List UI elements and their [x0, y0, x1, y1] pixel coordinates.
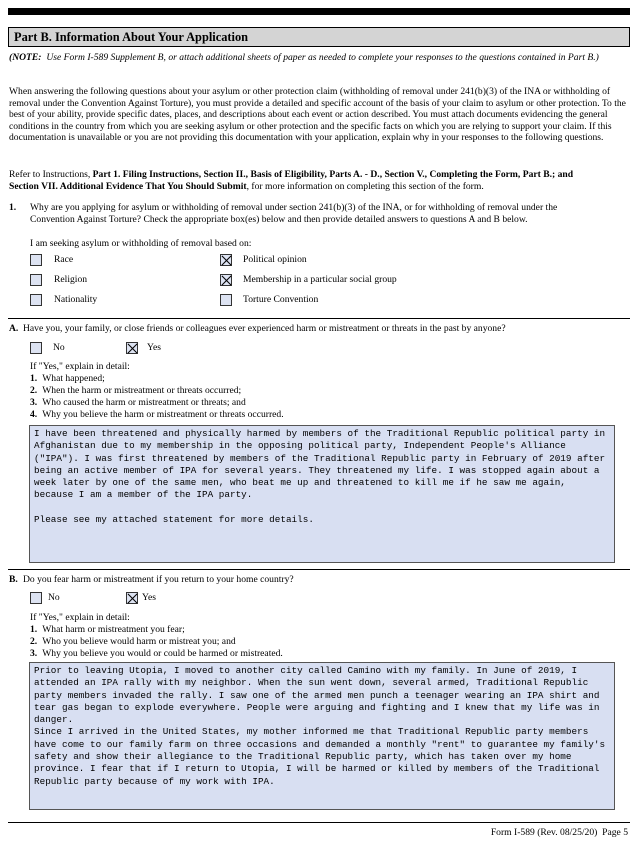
question-a-no-checkbox[interactable] [30, 342, 42, 354]
refer-mid: and [555, 169, 574, 180]
refer-bold-2: Section VII. Additional Evidence That You Should Submit [9, 180, 247, 192]
refer-bold-1: Part 1. Filing Instructions, Section II., Basis of Eligibility, Parts A. - D., Section V., Completing the Form, Part B.; [92, 169, 556, 180]
question-a-text: Have you, your family, or close friends or colleagues ever experienced harm or mistreatment or threats in the past by anyone? [23, 323, 506, 334]
question-1 [9, 202, 627, 225]
social-group-label: Membership in a particular social group [243, 274, 397, 285]
question-a-yes-label: Yes [147, 342, 161, 353]
nationality-label: Nationality [54, 294, 98, 305]
question-b-item-3: 3. Why you believe you would or could be harmed or mistreated. [30, 648, 283, 659]
social-group-checkbox[interactable] [220, 274, 232, 286]
question-a-item-3: 3. Who caused the harm or mistreatment or threats; and [30, 397, 246, 408]
question-b-yes-checkbox[interactable] [126, 592, 138, 604]
page-footer [491, 827, 628, 838]
refer-paragraph: Refer to Instructions, Part 1. Filing Instructions, Section II., Basis of Eligibility, Parts A. - D., Section V., Completing the Form, Part B.; and Section VII. Additional Evidence That You Should Submit, for more information on completing this section of the form. [9, 169, 574, 192]
form-id: Form I-589 (Rev. 08/25/20) [490, 827, 598, 838]
question-b-answer-field[interactable]: Prior to leaving Utopia, I moved to another city called Camino with my family. In June of 2019, I attended an IPA rally with my neighbor. When the sun went down, several armed, Traditional Republic party members invaded the rally. I saw one of the armed men punch a teenager wearing an IPA shirt and tear gas began to explode everywhere. People were arguing and fighting and I knew that my life was in danger. Since I arrived in the United States, my mother informed me that Traditional Republic party members have come to our family farm on three occasions and demanded a monthly "rent" to guarantee my family's safety and show their allegiance to the Traditional Republic party, which has taken over my home province. I fear that if I return to Utopia, I will be harmed or killed by members of the Traditional Republic party because of my work with IPA. [29, 662, 615, 810]
note-text [9, 52, 627, 63]
race-checkbox[interactable] [30, 254, 42, 266]
race-label: Race [54, 254, 74, 265]
question-b-explain-label: If "Yes," explain in detail: [30, 612, 130, 623]
question-b [9, 574, 627, 586]
note-label: (NOTE: [9, 52, 42, 63]
question-b-no-label: No [48, 592, 60, 603]
question-b-letter: B. [9, 574, 18, 585]
religion-label: Religion [54, 274, 88, 285]
question-b-text: Do you fear harm or mistreatment if you return to your home country? [23, 574, 294, 585]
note-body: Use Form I-589 Supplement B, or attach additional sheets of paper as needed to complete your responses to the questions contained in Part B.) [46, 52, 599, 63]
question-a-explain-label: If "Yes," explain in detail: [30, 361, 130, 372]
torture-convention-checkbox[interactable] [220, 294, 232, 306]
religion-checkbox[interactable] [30, 274, 42, 286]
question-b-no-checkbox[interactable] [30, 592, 42, 604]
question-1-number: 1. [9, 202, 17, 213]
seeking-label: I am seeking asylum or withholding of removal based on: [30, 238, 252, 249]
divider-a [8, 318, 630, 319]
top-border-bar [8, 8, 630, 15]
question-b-yes-label: Yes [142, 592, 156, 603]
nationality-checkbox[interactable] [30, 294, 42, 306]
question-a-item-4: 4. Why you believe the harm or mistreatment or threats occurred. [30, 409, 284, 420]
question-a-item-1: 1. What happened; [30, 373, 105, 384]
divider-b [8, 569, 630, 570]
question-b-item-2: 2. Who you believe would harm or mistreat you; and [30, 636, 236, 647]
torture-convention-label: Torture Convention [243, 294, 319, 305]
political-opinion-checkbox[interactable] [220, 254, 232, 266]
question-a-yes-checkbox[interactable] [126, 342, 138, 354]
question-a [9, 323, 627, 335]
footer-divider [8, 822, 630, 823]
question-a-answer-field[interactable]: I have been threatened and physically harmed by members of the Traditional Republic political party in Afghanistan due to my membership in the opposing political party, Independent People's Alliance ("IPA"). I was first threatened by members of the Traditional Republic party in February of 2019 after being an active member of IPA for several years. They threatened my life. I was stopped again about a week later by one of the same men, who beat me up and threatened to kill me if he saw me again, because I am a member of the IPA party. Please see my attached statement for more details. [29, 425, 615, 563]
political-opinion-label: Political opinion [243, 254, 307, 265]
page-number: Page 5 [602, 827, 628, 838]
question-a-item-2: 2. When the harm or mistreatment or threats occurred; [30, 385, 242, 396]
question-1-text-line2: Convention Against Torture? Check the appropriate box(es) below and then provide detailed answers to questions A and B below. [30, 213, 528, 225]
question-a-no-label: No [53, 342, 65, 353]
question-b-item-1: 1. What harm or mistreatment you fear; [30, 624, 185, 635]
intro-paragraph: When answering the following questions about your asylum or other protection claim (withholding of removal under 241(b)(3) of the INA or withholding of removal under the Convention Against Torture), you must provide a detailed and specific account of the basis of your claim to asylum or other protection. To the best of your ability, provide specific dates, places, and descriptions about each event or action described. You must attach documents evidencing the general conditions in the country from which you are seeking asylum or other protection and the specific facts on which you are relying to support your claim. If this documentation is unavailable or you are not providing this documentation with your application, explain why in your responses to the following questions. [9, 86, 626, 143]
question-1-text-line1: Why are you applying for asylum or withholding of removal under section 241(b)(3) of the INA, or for withholding of removal under the [30, 202, 558, 213]
question-a-letter: A. [9, 323, 19, 334]
section-header: Part B. Information About Your Application [8, 27, 630, 47]
